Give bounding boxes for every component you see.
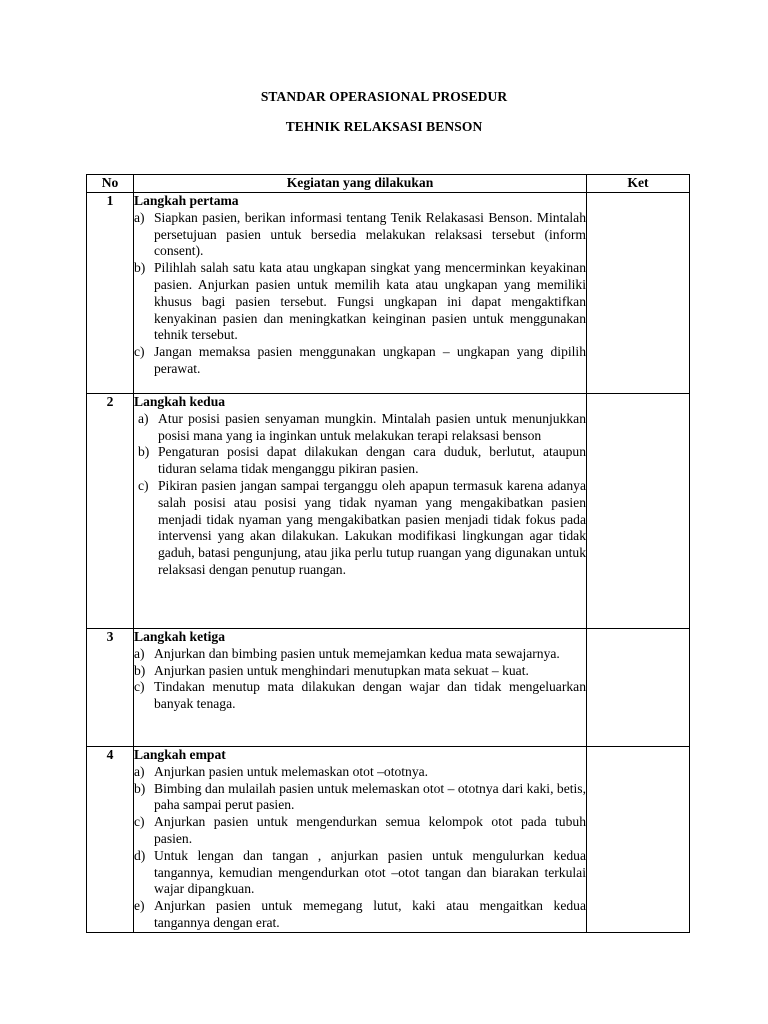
table-row	[87, 747, 690, 933]
item-text: Pengaturan posisi dapat dilakukan dengan cara duduk, berlutut, ataupun tiduran selama tidak menganggu pikiran pasien.	[158, 444, 586, 477]
list-item	[134, 260, 586, 344]
list-item	[134, 898, 586, 932]
item-marker: a)	[138, 410, 149, 426]
list-item	[134, 764, 586, 781]
item-text: Anjurkan pasien untuk melemaskan otot –ototnya.	[154, 763, 429, 779]
item-marker: b)	[134, 780, 146, 796]
row-activity	[134, 394, 587, 629]
table-row	[87, 193, 690, 394]
item-text: Anjurkan dan bimbing pasien untuk memejamkan kedua mata sewajarnya.	[154, 645, 560, 661]
item-marker: c)	[134, 679, 145, 695]
row-activity	[134, 747, 587, 933]
item-text: Anjurkan pasien untuk mengendurkan semua kelompok otot pada tubuh pasien.	[154, 814, 586, 846]
item-marker: c)	[138, 477, 149, 493]
item-marker: a)	[134, 763, 145, 779]
step-items	[134, 411, 586, 579]
list-item	[134, 663, 586, 680]
list-item	[134, 814, 586, 848]
item-text: Bimbing dan mulailah pasien untuk melemaskan otot – ototnya dari kaki, betis, paha sampai perut pasien.	[154, 780, 586, 813]
item-text: Pikiran pasien jangan sampai terganggu oleh apapun termasuk karena adanya salah posisi atau posisi yang tidak nyaman yang mengakibatkan pasien menjadi tidak nyaman yang mengakibatkan pasien menjadi tidak fokus pada intervensi yang akan dilakukan. Lakukan modifikasi lingkungan agar tidak gaduh, batasi pengunjung, atau jika perlu tutup ruangan yang digunakan untuk relaksasi dengan penutup ruangan.	[158, 477, 586, 577]
list-item	[134, 781, 586, 815]
step-items	[134, 764, 586, 932]
row-ket	[587, 629, 690, 747]
table-row	[87, 394, 690, 629]
procedure-table	[86, 174, 690, 933]
row-number: 1	[87, 193, 134, 394]
step-items	[134, 210, 586, 378]
item-marker: b)	[138, 444, 150, 460]
list-item	[134, 679, 586, 713]
item-marker: a)	[134, 209, 145, 225]
item-marker: c)	[134, 814, 145, 830]
row-activity	[134, 629, 587, 747]
list-item	[134, 478, 586, 579]
item-text: Pilihlah salah satu kata atau ungkapan singkat yang mencerminkan keyakinan pasien. Anjurkan pasien untuk memilih kata atau ungkapan yang memiliki khusus bagi pasien tersebut. Fungsi ungkapan ini dapat mengaktifkan kenyakinan pasien dan meningkatkan keinginan pasien untuk menggunakan tehnik tersebut.	[154, 260, 586, 343]
step-items	[134, 646, 586, 713]
row-number: 3	[87, 629, 134, 747]
item-marker: b)	[134, 662, 146, 678]
row-number: 4	[87, 747, 134, 933]
step-title: Langkah pertama	[134, 193, 239, 208]
header-no: No	[87, 175, 134, 193]
list-item	[134, 344, 586, 378]
row-ket	[587, 747, 690, 933]
item-marker: b)	[134, 260, 146, 276]
row-activity	[134, 193, 587, 394]
item-text: Tindakan menutup mata dilakukan dengan wajar dan tidak mengeluarkan banyak tenaga.	[154, 679, 586, 712]
item-text: Anjurkan pasien untuk memegang lutut, kaki atau mengaitkan kedua tangannya dengan erat.	[154, 898, 586, 930]
header-kegiatan: Kegiatan yang dilakukan	[134, 175, 587, 193]
document-subtitle: TEHNIK RELAKSASI BENSON	[285, 119, 483, 134]
item-marker: e)	[134, 898, 145, 914]
item-marker: c)	[134, 344, 145, 360]
document-title: STANDAR OPERASIONAL PROSEDUR	[260, 89, 508, 104]
item-text: Anjurkan pasien untuk menghindari menutupkan mata sekuat – kuat.	[154, 662, 529, 678]
row-ket	[587, 193, 690, 394]
list-item	[134, 646, 586, 663]
item-marker: a)	[134, 645, 145, 661]
item-text: Siapkan pasien, berikan informasi tentang Tenik Relakasasi Benson. Mintalah persetujuan pasien untuk bersedia melakukan relaksasi tersebut (inform consent).	[154, 209, 586, 259]
row-number: 2	[87, 394, 134, 629]
list-item	[134, 411, 586, 445]
list-item	[134, 848, 586, 898]
list-item	[134, 444, 586, 478]
item-marker: d)	[134, 847, 146, 863]
step-title: Langkah kedua	[134, 394, 226, 409]
row-ket	[587, 394, 690, 629]
table-row	[87, 629, 690, 747]
item-text: Atur posisi pasien senyaman mungkin. Mintalah pasien untuk menunjukkan posisi mana yang ia inginkan untuk melakukan terapi relaksasi benson	[158, 410, 586, 443]
header-ket: Ket	[587, 175, 690, 193]
list-item	[134, 210, 586, 260]
step-title: Langkah ketiga	[134, 629, 226, 644]
table-header-row	[87, 175, 690, 193]
item-text: Jangan memaksa pasien menggunakan ungkapan – ungkapan yang dipilih perawat.	[154, 344, 586, 376]
step-title: Langkah empat	[134, 747, 226, 762]
item-text: Untuk lengan dan tangan , anjurkan pasien untuk mengulurkan kedua tangannya, kemudian mengendurkan otot –otot tangan dan biarakan terkulai wajar dipangkuan.	[154, 847, 586, 897]
